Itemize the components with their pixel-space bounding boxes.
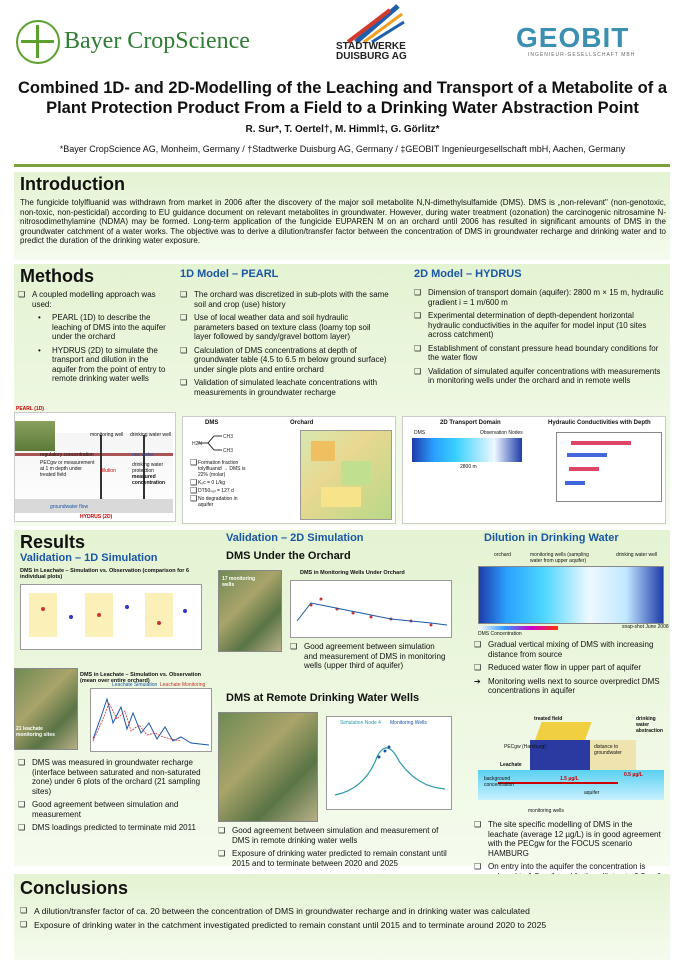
val1d-chart2-title: DMS in Leachate – Simulation vs. Observation (mean over entire orchard) [80,672,202,684]
conclusion-bullet: ❑ Exposure of drinking water in the catchment investigated predicted to remain constant until 2015 and to terminate around 2020 to 2025 [20,920,660,930]
dilution-list1 [474,640,664,700]
val1d-chart2 [90,688,212,752]
pearl-bullet: ❑ Use of local weather data and soil hydraulic parameters based on texture class (loamy top soil layer followed by sandy/gravel bottom layer) [180,313,390,342]
introduction-text: The fungicide tolylfluanid was withdrawn from market in 2006 after the discovery of the major soil metabolite N,N-dimethylsulfamide (DMS). DMS is „non-relevant" (non-genotoxic, non-toxic, non-pesticidal) according to EU guidance document on relevant metabolites in groundwater. However, during water treatment (ozonation) the carcinogenic nitrosamine N-nitrosodimethylamine (NDMA) may be formed. Long-term application of the fungicide EUPAREN M on an orchard until 2006 has resulted in significant amounts of DMS in the groundwater catchment of a water works. The objective was to derive a dilution/transfer factor between the concentration of DMS in groundwater recharge and drinking water and to predict the duration of the drinking water exposure. [20,198,666,245]
reg-conc-label: regulatory concentration [40,452,94,458]
hydrus-bullet: ❑ Establishment of constant pressure head boundary conditions for the water flow [414,344,664,363]
methods-sub-bullet: • HYDRUS (2D) to simulate the transport and dilution in the aquifer from the point of entry to remote drinking water wells [38,346,168,384]
khyd-fig-title: Hydraulic Conductivities with Depth [548,420,651,426]
svg-text:CH3: CH3 [223,448,234,454]
pearl-heading: 1D Model – PEARL [180,268,279,280]
pearl-bullet: ❑ The orchard was discretized in sub-plots with the same soil and crop (use) history [180,290,390,309]
leachate-sites-label: 21 leachate monitoring sites [16,726,55,738]
val1d-bullet: ❑ DMS loadings predicted to terminate mid 2011 [18,823,208,833]
pearl-fig-label: PEARL (1D) [16,406,44,412]
pec-label: PECgw or measurement at 1 m depth under treated field [40,460,95,478]
header [0,0,685,72]
domain-obs-label: Observation Nodes [480,430,523,436]
measured-label: measured concentration [132,474,166,486]
raw-water-label: raw water [132,452,154,458]
dms-properties [190,460,250,510]
orchard-wells-label: 17 monitoring wells [222,576,256,588]
dilution-mw-label: monitoring wells (sampling water from upper aquifer) [530,552,589,564]
orchard-fig-title: Orchard [290,420,314,426]
val2d-heading: Validation – 2D Simulation [226,532,364,544]
dms-property: ❑ No degradation in aquifer [190,496,250,508]
pearl-list [180,290,390,401]
khyd-chart [556,432,662,502]
header-rule [14,164,670,167]
dilution-bullet: ❑ Gradual vertical mixing of DMS with increasing distance from source [474,640,664,659]
dilution-snap-label: snap-shot June 2008 [622,624,669,630]
pearl-bullet: ❑ Validation of simulated leachate concentrations with measurements in groundwater recharge [180,378,390,397]
dilution-bullet: ❑ Reduced water flow in upper part of aquifer [474,663,664,673]
affiliations: *Bayer CropScience AG, Monheim, Germany / †Stadtwerke Duisburg AG, Germany / ‡GEOBIT Ingenieurgesellschaft mbH, Aachen, Germany [59,144,626,154]
dilution-mw2-label: monitoring wells [528,808,564,814]
domain-fig-title: 2D Transport Domain [440,420,501,426]
bayer-cropscience-name: Bayer CropScience [64,28,250,54]
val1d-chart1-title: DMS in Leachate – Simulation vs. Observation (comparison for 6 individual plots) [20,568,190,580]
dilution-v1-label: 1.5 µg/L [560,776,579,782]
remote-wells-photo [218,712,318,822]
dilution-colorbar-label: DMS Concentration [478,631,522,637]
val1d-heading: Validation – 1D Simulation [20,552,158,564]
dms-fig-title: DMS [205,420,219,426]
geobit-logo: GEOBIT [516,22,630,53]
dilution-treated-label: treated field [534,716,563,722]
geobit-subtitle: INGENIEUR-GESELLSCHAFT MBH [528,52,636,58]
dms-property: ❑ Formation fraction tolylfluanid → DMS is 22% (molar) [190,460,250,478]
methods-bullet-text: A coupled modelling approach was used: [32,290,156,309]
conclusions-list [20,906,660,934]
val2d-bullet: ❑ Good agreement between simulation and measurement of DMS in monitoring wells (upper third of aquifer) [290,642,450,671]
val1d-bullet: ❑ Good agreement between simulation and measurement [18,800,208,819]
hydrus-bullet: ❑ Validation of simulated aquifer concentrations with measurements in monitoring wells under the orchard and in remote wells [414,367,664,386]
dilution-orchard-label: orchard [494,552,511,558]
svg-text:CH3: CH3 [223,434,234,440]
drinking-water-label: drinking water protection [132,462,164,474]
dms-property: ❑ DT50ₛₒᵢₗ = 127 d [190,488,250,494]
domain-length-label: 2800 m [460,464,477,470]
hydrus-fig-label: HYDRUS (2D) [80,514,113,520]
dilution-dist-label: distance to groundwater [594,744,622,756]
dilution-pec-label: PECgw (Hamburg) [504,744,546,750]
val1d-list [18,758,208,837]
drinking-well-label: drinking water well [130,432,172,438]
dilution-bullet: ❑ On entry into the aquifer the concentration is [474,862,664,891]
dilution-aquifer-label: aquifer [584,790,600,796]
methods-heading: Methods [20,266,94,286]
val2d-chart [290,580,452,638]
remote-legend-obs: Monitoring Wells [390,720,427,726]
remote-legend-sim: Simulation Node 4 [340,720,381,726]
val1d-bullet: ❑ DMS was measured in groundwater recharge (interface between saturated and non-saturated zone) under 6 plots of the orchard (21 sampling sites) [18,758,208,796]
dilution-label: dilution [100,468,116,474]
dilution-v2-label: 0.5 µg/L [624,772,643,778]
remote-wells-chart [326,716,452,810]
val2d-list1 [290,642,450,675]
monitoring-well-label: monitoring well [90,432,124,438]
val1d-legend-obs: Leachate Monitoring [160,682,206,688]
val1d-legend-sim: Leachate Simulation [112,682,158,688]
val1d-chart1 [20,584,202,650]
dilution-bullet: ➔ Monitoring wells next to source overpredict DMS concentrations in aquifer [474,677,664,696]
methods-bullet [18,290,168,384]
domain-plot [412,438,522,462]
hydrus-bullet: ❑ Experimental determination of depth-dependent horizontal hydraulic conductivities in the aquifer for model input (10 sites across catchment) [414,311,664,340]
dms-structure-icon [192,430,242,456]
dilution-bg-label: background concentration [484,776,515,788]
hydrus-bullet: ❑ Dimension of transport domain (aquifer): 2800 m × 15 m, hydraulic gradient i = 1 m/600 m [414,288,664,307]
dilution-dw-label: drinking water well [616,552,658,558]
val2d-list2 [218,826,454,872]
results-heading: Results [20,532,86,552]
methods-list [18,290,168,388]
dilution-plot [478,566,664,624]
conclusion-bullet: ❑ A dilution/transfer factor of ca. 20 between the concentration of DMS in groundwater recharge and in drinking water was calculated [20,906,660,916]
stadtwerke-logo [336,4,406,44]
val2d-sub1: DMS Under the Orchard [226,550,351,562]
gw-flow-label: groundwater flow [50,504,89,510]
val2d-bullet: ❑ Exposure of drinking water predicted to remain constant until 2015 and to terminate between 2020 and 2025 [218,849,454,868]
svg-text:H2N: H2N [192,441,203,447]
authors: R. Sur*, T. Oertel†, M. Himml‡, G. Görlitz* [245,124,440,135]
hydrus-list [414,288,664,390]
dilution-dwa-label: drinking water abstraction [636,716,663,734]
introduction-heading: Introduction [20,174,125,194]
poster-title: Combined 1D- and 2D-Modelling of the Leaching and Transport of a Metabolite of a Plant Protection Product From a Field to a Drinking Water Abstraction Point [17,79,668,117]
dilution-bullet: ❑ The site specific modelling of DMS in the leachate (average 12 µg/L) is in good agreement with the PECgw for the FOCUS scenario HAMBURG [474,820,664,858]
methods-sub-bullet: • PEARL (1D) to describe the leaching of DMS into the aquifer under the orchard [38,313,168,342]
dilution-heading: Dilution in Drinking Water [484,532,619,544]
pearl-bullet: ❑ Calculation of DMS concentrations at depth of groundwater table (4.5 to 6.5 m below ground surface) under single plots and entire orchard [180,346,390,375]
dilution-colorbar [478,626,558,630]
bayer-cross-logo [16,20,60,64]
orchard-map [300,430,392,520]
hydrus-heading: 2D Model – HYDRUS [414,268,522,280]
val2d-sub2: DMS at Remote Drinking Water Wells [226,692,420,704]
val2d-bullet: ❑ Good agreement between simulation and measurement of DMS in remote drinking water wells [218,826,454,845]
stadtwerke-name: STADTWERKE DUISBURG AG [336,41,407,62]
dms-property: ❑ Kₒc = 0 L/kg [190,480,250,486]
dilution-leachate-label: Leachate [500,762,522,768]
conclusions-heading: Conclusions [20,878,129,898]
domain-dms-label: DMS [414,430,426,436]
val2d-chart-title: DMS in Monitoring Wells Under Orchard [300,570,405,576]
